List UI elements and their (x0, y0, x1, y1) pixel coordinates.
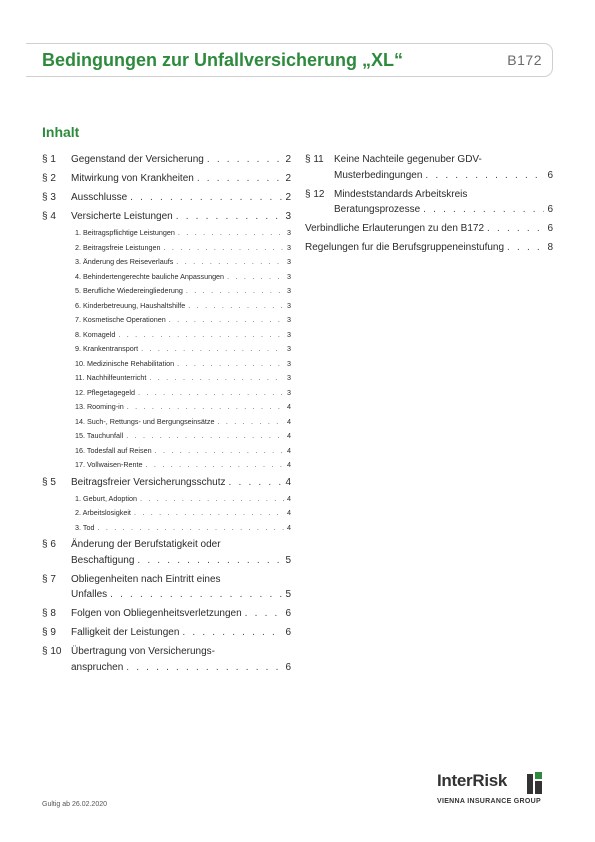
toc-page-number: 6 (547, 223, 553, 234)
toc-entry-text: 9. Krankentransport (75, 344, 139, 353)
toc-entry-text: Versicherte Leistungen (71, 211, 173, 222)
title-box (26, 43, 553, 77)
toc-subentry[interactable] (75, 494, 291, 505)
toc-entry[interactable] (42, 572, 291, 603)
toc-leader-dots (134, 508, 284, 519)
toc-entry[interactable] (305, 221, 553, 237)
toc-entry-number: § 1 (42, 154, 56, 165)
toc-page-number: 5 (285, 589, 291, 600)
toc-leader-dots (423, 202, 544, 218)
toc-page-number: 3 (287, 387, 291, 397)
toc-entry-number: § 10 (42, 646, 62, 657)
toc-subentry[interactable] (75, 402, 291, 413)
toc-entry-text: 17. Vollwaisen-Rente (75, 460, 143, 469)
toc-entry-text: 7. Kosmetische Operationen (75, 315, 166, 324)
toc-entry[interactable] (42, 625, 291, 641)
toc-page-number: 4 (287, 508, 291, 517)
toc-entry-text: 1. Geburt, Adoption (75, 493, 137, 503)
toc-leader-dots (227, 272, 284, 283)
toc-leader-dots (188, 301, 284, 312)
toc-page-number: 4 (287, 445, 291, 455)
toc-entry-text: Beitragsfreier Versicherungsschutz (71, 476, 226, 488)
toc-leader-dots (182, 625, 282, 641)
toc-page-number: 6 (285, 608, 291, 619)
toc-leader-dots (140, 494, 284, 505)
toc-leader-dots (146, 460, 284, 471)
toc-entry-text: 14. Such-, Rettungs- und Bergungseinsätze (75, 416, 215, 426)
toc-leader-dots (197, 171, 283, 187)
toc-leader-dots (229, 475, 283, 491)
toc-subentry[interactable] (75, 330, 291, 341)
toc-subentry[interactable] (75, 417, 291, 428)
toc-leader-dots (149, 373, 284, 384)
toc-leader-dots (155, 446, 284, 457)
toc-subentry[interactable] (75, 257, 291, 268)
toc-page-number: 3 (287, 373, 291, 382)
toc-page-number: 6 (547, 204, 553, 215)
logo-subline: VIENNA INSURANCE GROUP (437, 798, 541, 805)
toc-subentry[interactable] (75, 315, 291, 326)
toc-entry-text: Beschaftigung (71, 554, 135, 566)
toc-leader-dots (176, 209, 283, 225)
toc-entry-text: 1. Beitragspflichtige Leistungen (75, 228, 175, 237)
toc-page-number: 3 (287, 315, 291, 324)
validity-date: Gultig ab 26.02.2020 (42, 801, 107, 808)
toc-entry-text: 2. Arbeitslosigkeit (75, 508, 131, 517)
toc-page-number: 5 (285, 554, 291, 566)
toc-entry-text: 6. Kinderbetreuung, Haushaltshilfe (75, 300, 186, 310)
toc-leader-dots (176, 257, 284, 268)
toc-page-number: 3 (287, 228, 291, 237)
toc-page-number: 6 (285, 661, 291, 673)
toc-entry[interactable] (42, 475, 291, 491)
toc-entry-text: Übertragung von Versicherungs- (71, 646, 215, 657)
toc-entry[interactable] (305, 187, 553, 218)
toc-subentry[interactable] (75, 344, 291, 355)
toc-page-number: 4 (287, 460, 291, 469)
toc-page-number: 3 (287, 329, 291, 339)
toc-entry-number: § 9 (42, 627, 56, 638)
page-title: Bedingungen zur Unfallversicherung „XL“ (42, 50, 404, 70)
toc-leader-dots (245, 606, 283, 622)
toc-page-number: 4 (287, 402, 291, 411)
toc-leader-dots (164, 243, 284, 254)
toc-leader-dots (177, 359, 284, 370)
toc-entry-number: § 2 (42, 173, 56, 184)
toc-leader-dots (110, 587, 282, 603)
toc-page-number: 2 (285, 192, 291, 203)
toc-subentry[interactable] (75, 388, 291, 399)
toc-left-column (42, 152, 291, 679)
toc-subentry[interactable] (75, 373, 291, 384)
toc-page-number: 3 (287, 257, 291, 266)
toc-entry[interactable] (305, 152, 553, 183)
toc-entry-text: 13. Rooming-in (75, 402, 124, 411)
logo-wordmark: InterRisk (437, 771, 508, 790)
toc-page-number: 3 (287, 271, 291, 281)
toc-entry[interactable] (42, 171, 291, 187)
toc-entry-number: § 11 (305, 154, 324, 165)
toc-subentry[interactable] (75, 508, 291, 519)
toc-entry-text: 11. Nachhilfeunterricht (75, 373, 147, 382)
toc-page-number: 8 (547, 242, 553, 253)
toc-leader-dots (178, 228, 284, 239)
toc-leader-dots (169, 315, 284, 326)
toc-entry-text: Musterbedingungen (334, 169, 423, 181)
toc-entry-number: § 5 (42, 476, 56, 488)
toc-entry-text: 8. Komageld (75, 329, 116, 339)
toc-entry[interactable] (42, 606, 291, 622)
logo-mark-icon (527, 772, 553, 794)
toc-entry-text: 12. Pflegetagegeld (75, 387, 135, 397)
toc-entry-number: § 7 (42, 573, 56, 585)
toc-page-number: 4 (287, 416, 291, 426)
toc-entry-text: Beratungsprozesse (334, 204, 421, 215)
toc-leader-dots (126, 660, 282, 676)
toc-entry[interactable] (42, 644, 291, 675)
toc-page-number: 6 (547, 169, 553, 181)
toc-entry[interactable] (42, 537, 291, 568)
toc-leader-dots (97, 523, 284, 534)
toc-page-number: 6 (285, 627, 291, 638)
toc-subentry[interactable] (75, 460, 291, 471)
toc-entry[interactable] (305, 240, 553, 256)
toc-entry-text: Änderung der Berufstatigkeit oder (71, 539, 221, 550)
toc-page-number: 4 (287, 431, 291, 440)
toc-leader-dots (186, 286, 284, 297)
toc-leader-dots (487, 221, 544, 237)
toc-page-number: 3 (287, 358, 291, 368)
toc-page-number: 2 (285, 154, 291, 165)
toc-leader-dots (141, 344, 284, 355)
toc-entry-text: anspruchen (71, 661, 124, 673)
toc-entry-text: Falligkeit der Leistungen (71, 627, 180, 638)
toc-entry-text: 10. Medizinische Rehabilitation (75, 358, 175, 368)
toc-page-number: 3 (287, 286, 291, 295)
toc-entry-text: Regelungen fur die Berufsgruppeneinstufung (305, 242, 505, 253)
toc-leader-dots (207, 152, 283, 168)
toc-entry-number: § 6 (42, 539, 56, 550)
toc-page-number: 4 (285, 476, 291, 488)
toc-entry-text: Unfalles (71, 589, 108, 600)
toc-subentry[interactable] (75, 243, 291, 254)
toc-leader-dots (118, 330, 284, 341)
toc-page-number: 3 (287, 344, 291, 353)
toc-page-number: 4 (287, 522, 291, 532)
toc-heading: Inhalt (42, 124, 80, 140)
toc-entry-text: Verbindliche Erlauterungen zu den B172 (305, 223, 485, 234)
toc-subentry[interactable] (75, 523, 291, 534)
toc-entry-text: 15. Tauchunfall (75, 431, 124, 440)
toc-leader-dots (217, 417, 284, 428)
toc-entry-number: § 3 (42, 192, 56, 203)
toc-entry-number: § 12 (305, 188, 325, 200)
toc-leader-dots (126, 431, 284, 442)
toc-entry-text: Folgen von Obliegenheitsverletzungen (71, 608, 242, 619)
toc-leader-dots (137, 553, 282, 569)
toc-leader-dots (507, 240, 544, 256)
toc-leader-dots (138, 388, 284, 399)
toc-entry-text: 3. Änderung des Reiseverlaufs (75, 257, 174, 266)
interrisk-logo (437, 771, 555, 811)
toc-subentry[interactable] (75, 431, 291, 442)
toc-page-number: 2 (285, 173, 291, 184)
toc-entry-text: 3. Tod (75, 522, 95, 532)
toc-page-number: 3 (287, 300, 291, 310)
toc-entry[interactable] (42, 190, 291, 206)
toc-entry-text: Keine Nachteile gegenuber GDV- (334, 154, 482, 165)
toc-subentry[interactable] (75, 286, 291, 297)
toc-entry-text: 16. Todesfall auf Reisen (75, 445, 152, 455)
toc-leader-dots (127, 402, 284, 413)
toc-entry-text: 2. Beitragsfreie Leistungen (75, 242, 161, 252)
toc-entry-text: Mindeststandards Arbeitskreis (334, 188, 468, 200)
toc-subentry[interactable] (75, 359, 291, 370)
toc-page-number: 3 (287, 242, 291, 252)
toc-subentry[interactable] (75, 228, 291, 239)
toc-entry-number: § 8 (42, 608, 56, 619)
toc-subentry[interactable] (75, 301, 291, 312)
toc-subentry[interactable] (75, 272, 291, 283)
toc-page-number: 4 (287, 493, 291, 503)
toc-leader-dots (130, 190, 282, 206)
toc-entry-text: 4. Behindertengerechte bauliche Anpassungen (75, 271, 225, 281)
toc-page-number: 3 (285, 211, 291, 222)
toc-entry-text: Ausschlusse (71, 192, 128, 203)
toc-entry-text: Gegenstand der Versicherung (71, 154, 204, 165)
toc-entry-text: Obliegenheiten nach Eintritt eines (71, 573, 221, 585)
toc-entry-number: § 4 (42, 211, 56, 222)
toc-subentry[interactable] (75, 446, 291, 457)
toc-entry[interactable] (42, 209, 291, 225)
toc-right-column (305, 152, 553, 259)
toc-entry[interactable] (42, 152, 291, 168)
toc-leader-dots (425, 168, 544, 184)
toc-entry-text: Mitwirkung von Krankheiten (71, 173, 194, 184)
toc-entry-text: 5. Berufliche Wiedereingliederung (75, 286, 183, 295)
document-code: B172 (507, 52, 542, 68)
